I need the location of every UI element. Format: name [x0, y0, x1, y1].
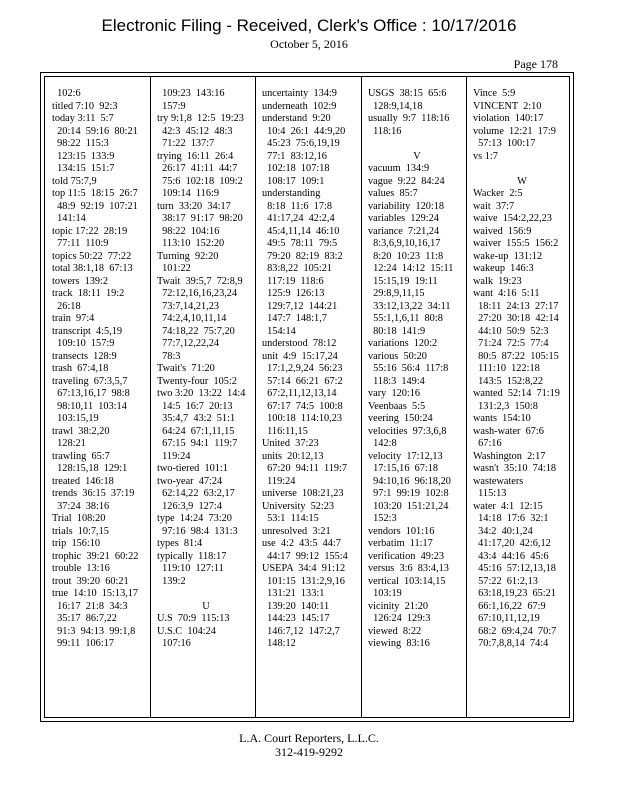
index-line: 55:16 56:4 117:8	[368, 363, 449, 374]
index-line: 123:15 133:9	[52, 150, 115, 162]
index-line: treated 146:18	[52, 475, 114, 487]
index-line: 67:16	[473, 438, 502, 449]
index-line: Vince 5:9	[473, 88, 516, 99]
index-line: U.S 70:9 115:13	[157, 613, 230, 624]
index-line: VINCENT 2:10	[473, 100, 542, 112]
index-line: 44:17 99:12 155:4	[262, 550, 348, 562]
index-line: 118:16	[368, 125, 402, 137]
index-line: turn 33:20 34:17	[157, 200, 231, 212]
index-line: 8:3,6,9,10,16,17	[368, 238, 441, 249]
index-line: velocities 97:3,6,8	[368, 425, 447, 437]
index-line: 77:7,12,22,24	[157, 338, 220, 349]
index-line: 102:18 107:18	[262, 163, 330, 174]
index-line: 45:16 57:12,13,18	[473, 563, 556, 574]
index-line: 78:3	[157, 350, 181, 362]
index-line	[473, 163, 571, 176]
index-line: 17:1,2,9,24 56:23	[262, 363, 343, 374]
index-line: track 18:11 19:2	[52, 288, 125, 299]
index-line: violation 140:17	[473, 113, 544, 124]
index-line: units 20:12,13	[262, 450, 324, 462]
index-line: 27:20 30:18 42:14	[473, 313, 559, 324]
index-line: trawling 65:7	[52, 450, 110, 462]
index-line: Twait's 71:20	[157, 363, 215, 374]
index-line: 80:5 87:22 105:15	[473, 350, 559, 362]
index-line: 71:22 137:7	[157, 138, 215, 149]
index-line: viewed 8:22	[368, 625, 422, 637]
index-line: 109:14 116:9	[157, 188, 219, 199]
index-line: 128:21	[52, 438, 86, 449]
index-line: 103:19	[368, 588, 402, 599]
index-line: 108:17 109:1	[262, 175, 325, 187]
index-line: waive 154:2,22,23	[473, 213, 552, 224]
index-line: unresolved 3:21	[262, 525, 331, 537]
index-line: 44:10 50:9 52:3	[473, 325, 549, 337]
index-line: 119:10 127:11	[157, 563, 224, 574]
index-line: traveling 67:3,5,7	[52, 375, 128, 387]
index-line: 41:17,20 42:6,12	[473, 538, 551, 549]
index-line: wants 154:10	[473, 413, 531, 424]
index-line: 134:15 151:7	[52, 163, 115, 174]
index-line: types 81:4	[157, 538, 203, 549]
index-line: 144:23 145:17	[262, 613, 330, 624]
index-line: underneath 102:9	[262, 100, 337, 112]
index-line: two 3:20 13:22 14:4	[157, 388, 246, 399]
index-line: 73:7,14,21,23	[157, 300, 220, 312]
index-line: 129:7,12 144:21	[262, 300, 338, 312]
index-line: 101:15 131:2,9,16	[262, 575, 345, 587]
index-line: 99:11 106:17	[52, 638, 114, 649]
index-line: 68:2 69:4,24 70:7	[473, 625, 557, 637]
index-line: want 4:16 5:11	[473, 288, 540, 299]
index-line: 101:22	[157, 263, 191, 274]
index-line: 111:10 122:18	[473, 363, 540, 374]
index-line: 98:10,11 103:14	[52, 400, 127, 412]
index-line: 12:24 14:12 15:11	[368, 263, 454, 274]
index-line: 67:20 94:11 119:7	[262, 463, 348, 474]
index-line: variations 120:2	[368, 338, 438, 349]
index-line: 18:11 24:13 27:17	[473, 300, 559, 312]
index-line: 63:18,19,23 65:21	[473, 588, 556, 599]
index-line: 42:3 45:12 48:3	[157, 125, 233, 137]
index-line: transcript 4:5,19	[52, 325, 123, 337]
index-frame	[40, 72, 574, 722]
index-line: 79:20 82:19 83:2	[262, 250, 343, 262]
index-column-1	[52, 88, 138, 651]
index-line: 49:5 78:11 79:5	[262, 238, 338, 249]
index-line: 126:24 129:3	[368, 613, 431, 624]
index-line: 147:7 148:1,7	[262, 313, 327, 324]
index-line: 77:1 83:12,16	[262, 150, 327, 162]
index-line: wanted 52:14 71:19	[473, 388, 560, 399]
index-line: 115:13	[473, 488, 507, 499]
index-line: trawl 38:2,20	[52, 425, 110, 437]
header-date: October 5, 2016	[270, 37, 348, 51]
index-line: viewing 83:16	[368, 638, 430, 649]
index-line: 154:14	[262, 325, 296, 337]
index-line: 152:3	[368, 513, 397, 524]
index-line: 14:5 16:7 20:13	[157, 400, 233, 412]
index-line: Wacker 2:5	[473, 188, 523, 199]
index-line: 26:18	[52, 300, 81, 312]
index-line: Twenty-four 105:2	[157, 375, 237, 387]
index-line: 34:2 40:1,24	[473, 525, 533, 537]
index-line: wait 37:7	[473, 200, 515, 212]
index-line	[368, 138, 466, 151]
index-line: today 3:11 5:7	[52, 113, 114, 124]
index-line: vary 120:16	[368, 388, 421, 399]
index-line: vs 1:7	[473, 150, 498, 162]
index-line: two-tiered 101:1	[157, 463, 228, 474]
index-line: 139:20 140:11	[262, 600, 330, 612]
index-line: understanding	[262, 188, 321, 199]
section-letter: U	[202, 600, 210, 612]
index-line: 29:8,9,11,15	[368, 288, 425, 299]
index-line: variability 120:18	[368, 200, 445, 212]
index-line: 33:12,13,22 34:11	[368, 300, 451, 312]
index-line: 67:15 94:1 119:7	[157, 438, 238, 449]
column-divider	[466, 77, 467, 717]
index-line: two-year 47:24	[157, 475, 223, 487]
index-line: 16:17 21:8 34:3	[52, 600, 128, 612]
index-line: towers 139:2	[52, 275, 109, 287]
index-line: 80:18 141:9	[368, 325, 426, 337]
index-line: 103:20 151:21,24	[368, 500, 449, 512]
index-line: 139:2	[157, 575, 186, 587]
index-line: 64:24 67:1,11,15	[157, 425, 235, 437]
index-line: 67:10,11,12,19	[473, 613, 540, 624]
header-title: Electronic Filing - Received, Clerk's Office : 10/17/2016	[101, 16, 517, 35]
index-column-4	[368, 88, 466, 651]
index-line: 128:15,18 129:1	[52, 463, 128, 474]
section-letter: W	[517, 175, 527, 187]
index-line: 117:19 118:6	[262, 275, 324, 287]
index-line: 57:14 66:21 67:2	[262, 375, 343, 387]
index-line: 98:22 115:3	[52, 138, 109, 149]
index-line: trophic 39:21 60:22	[52, 550, 139, 562]
index-line: universe 108:21,23	[262, 488, 344, 499]
index-line: 8:20 10:23 11:8	[368, 250, 444, 262]
index-line: 74:2,4,10,11,14	[157, 313, 227, 324]
index-line: verbatim 11:17	[368, 538, 433, 549]
index-line: 38:17 91:17 98:20	[157, 213, 243, 224]
index-line: trout 39:20 60:21	[52, 575, 129, 587]
index-line: wastewaters	[473, 475, 524, 487]
index-line: 57:13 100:17	[473, 138, 536, 149]
page-number: Page 178	[513, 57, 558, 71]
index-line: usually 9:7 118:16	[368, 113, 450, 124]
index-line: 37:24 38:16	[52, 500, 110, 512]
index-line: 107:16	[157, 638, 191, 649]
index-line: topics 50:22 77:22	[52, 250, 132, 262]
index-line: 55:1,1,6,11 80:8	[368, 313, 443, 324]
column-divider	[150, 77, 151, 717]
index-line: trouble 13:16	[52, 563, 110, 574]
index-line: wake-up 131:12	[473, 250, 543, 262]
index-line: topic 17:22 28:19	[52, 225, 128, 237]
index-line: verification 49:23	[368, 550, 445, 562]
index-line: type 14:24 73:20	[157, 513, 232, 524]
index-line: vacuum 134:9	[368, 163, 430, 174]
index-line: USGS 38:15 65:6	[368, 88, 447, 99]
index-line: waiver 155:5 156:2	[473, 238, 559, 249]
index-line: Turning 92:20	[157, 250, 219, 262]
index-line: train 97:4	[52, 313, 95, 324]
index-line: 94:10,16 96:18,20	[368, 475, 451, 487]
index-column-3	[262, 88, 348, 651]
index-column-5	[473, 88, 571, 651]
index-line: 119:24	[157, 450, 191, 462]
index-line: wash-water 67:6	[473, 425, 544, 437]
index-line: 74:18,22 75:7,20	[157, 325, 235, 337]
index-line: 142:8	[368, 438, 397, 449]
index-line: 43:4 44:16 45:6	[473, 550, 549, 562]
index-line: 67:13,16,17 98:8	[52, 388, 130, 399]
index-line: use 4:2 43:5 44:7	[262, 538, 341, 549]
index-line: 26:17 41:11 44:7	[157, 163, 238, 174]
index-line: 14:18 17:6 32:1	[473, 513, 549, 524]
index-line: USEPA 34:4 91:12	[262, 563, 346, 574]
index-line: 57:22 61:2,13	[473, 575, 538, 587]
index-line: 70:7,8,8,14 74:4	[473, 638, 549, 649]
index-line: 67:2,11,12,13,14	[262, 388, 337, 399]
footer-company: L.A. Court Reporters, L.L.C.	[239, 731, 379, 745]
index-line: 113:10 152:20	[157, 238, 225, 249]
index-line: top 11:5 18:15 26:7	[52, 188, 138, 199]
index-line: trash 67:4,18	[52, 363, 109, 374]
index-line: transects 128:9	[52, 350, 117, 362]
index-line: various 50:20	[368, 350, 427, 362]
index-line: uncertainty 134:9	[262, 88, 337, 99]
index-line: variance 7:21,24	[368, 225, 440, 237]
index-line: U.S.C 104:24	[157, 625, 216, 637]
index-line: unit 4:9 15:17,24	[262, 350, 338, 362]
index-line: 45:4,11,14 46:10	[262, 225, 340, 237]
index-line: 146:7,12 147:2,7	[262, 625, 340, 637]
index-frame-inner	[44, 76, 570, 718]
index-line: 75:6 102:18 109:2	[157, 175, 243, 187]
index-line: 35:17 86:7,22	[52, 613, 117, 624]
index-line: 143:5 152:8,22	[473, 375, 544, 387]
index-line: 83:8,22 105:21	[262, 263, 333, 274]
footer-phone: 312-419-9292	[275, 745, 343, 759]
index-line: 128:9,14,18	[368, 100, 423, 112]
index-line: vendors 101:16	[368, 525, 435, 537]
index-line: titled 7:10 92:3	[52, 100, 118, 112]
index-line: 71:24 72:5 77:4	[473, 338, 549, 349]
index-line: 8:18 11:6 17:8	[262, 200, 332, 212]
index-line: 15:15,19 19:11	[368, 275, 438, 287]
index-line: variables 129:24	[368, 213, 439, 224]
index-line: 48:9 92:19 107:21	[52, 200, 138, 212]
index-line: volume 12:21 17:9	[473, 125, 556, 137]
index-line: 62:14,22 63:2,17	[157, 488, 235, 499]
column-divider	[361, 77, 362, 717]
index-line: total 38:1,18 67:13	[52, 263, 133, 274]
index-line: wasn't 35:10 74:18	[473, 463, 557, 474]
index-line: 126:3,9 127:4	[157, 500, 222, 512]
section-letter: V	[413, 150, 421, 162]
index-line: 102:6	[52, 88, 81, 99]
index-line: Trial 108:20	[52, 513, 106, 524]
index-line: 118:3 149:4	[368, 375, 425, 387]
index-line: understood 78:12	[262, 338, 337, 349]
index-line: 77:11 110:9	[52, 238, 109, 249]
index-line: values 85:7	[368, 188, 418, 199]
index-line: 97:1 99:19 102:8	[368, 488, 449, 499]
index-line: 141:14	[52, 213, 86, 224]
index-line: Twait 39:5,7 72:8,9	[157, 275, 243, 287]
index-line: 20:14 59:16 80:21	[52, 125, 138, 137]
index-line: typically 118:17	[157, 550, 227, 562]
index-line: veering 150:24	[368, 413, 433, 424]
index-line: 53:1 114:15	[262, 513, 319, 524]
index-line: told 75:7,9	[52, 175, 97, 187]
index-line: trip 156:10	[52, 538, 101, 549]
index-line: 72:12,16,16,23,24	[157, 288, 238, 299]
index-line: trials 10:7,15	[52, 525, 109, 537]
index-line: true 14:10 15:13,17	[52, 588, 139, 599]
index-line: 91:3 94:13 99:1,8	[52, 625, 136, 637]
index-line: versus 3:6 83:4,13	[368, 563, 449, 574]
index-line: 98:22 104:16	[157, 225, 220, 237]
index-line: velocity 17:12,13	[368, 450, 443, 462]
index-line: trends 36:15 37:19	[52, 488, 135, 499]
index-line: vertical 103:14,15	[368, 575, 446, 587]
index-line: 45:23 75:6,19,19	[262, 138, 340, 149]
index-line: 103:15,19	[52, 413, 99, 424]
index-line: 109:23 143:16	[157, 88, 225, 99]
index-line: vague 9:22 84:24	[368, 175, 445, 187]
index-line: Washington 2:17	[473, 450, 546, 462]
index-line: 10:4 26:1 44:9,20	[262, 125, 346, 137]
index-line	[157, 588, 255, 601]
index-line: wakeup 146:3	[473, 263, 534, 274]
index-line: 67:17 74:5 100:8	[262, 400, 343, 412]
index-column-2	[157, 88, 255, 651]
index-line: 109:10 157:9	[52, 338, 115, 349]
index-line: 148:12	[262, 638, 296, 649]
index-line: 35:4,7 43:2 51:1	[157, 413, 236, 424]
index-line: 131:21 133:1	[262, 588, 325, 599]
index-line: 41:17,24 42:2,4	[262, 213, 335, 224]
index-line: try 9:1,8 12:5 19:23	[157, 113, 244, 124]
index-line: understand 9:20	[262, 113, 331, 124]
index-line: Veenbaas 5:5	[368, 400, 426, 412]
index-line: vicinity 21:20	[368, 600, 429, 612]
index-line: 131:2,3 150:8	[473, 400, 538, 412]
index-line: 17:15,16 67:18	[368, 463, 439, 474]
index-line: 66:1,16,22 67:9	[473, 600, 546, 612]
index-line: 119:24	[262, 475, 296, 487]
index-line: walk 19:23	[473, 275, 522, 287]
index-line: 125:9 126:13	[262, 288, 325, 299]
index-line: trying 16:11 26:4	[157, 150, 234, 162]
index-line: University 52:23	[262, 500, 335, 512]
index-line: 100:18 114:10,23	[262, 413, 342, 424]
index-line: waived 156:9	[473, 225, 532, 237]
index-line: 116:11,15	[262, 425, 308, 437]
index-line: 97:16 98:4 131:3	[157, 525, 238, 537]
index-line: United 37:23	[262, 438, 319, 449]
index-line: 157:9	[157, 100, 186, 112]
column-divider	[255, 77, 256, 717]
index-line: water 4:1 12:15	[473, 500, 543, 512]
